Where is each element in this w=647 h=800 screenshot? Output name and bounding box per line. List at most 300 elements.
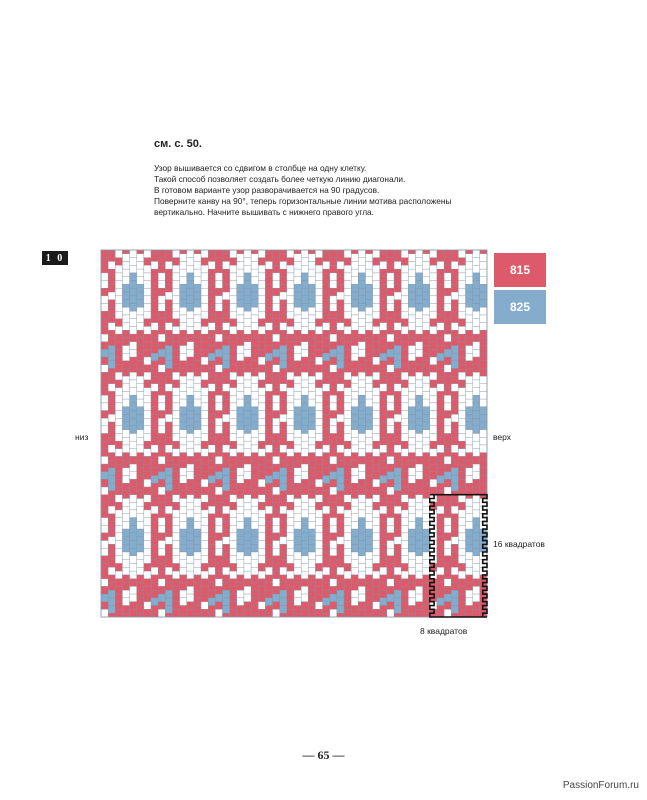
stitch-cell	[294, 391, 301, 399]
stitch-cell	[258, 472, 265, 480]
stitch-cell	[194, 346, 201, 354]
stitch-cell	[380, 613, 387, 617]
stitch-cell	[172, 495, 179, 503]
stitch-cell	[223, 613, 230, 617]
stitch-cell	[237, 315, 244, 323]
stitch-cell	[473, 434, 480, 442]
stitch-cell	[208, 422, 215, 430]
stitch-cell	[180, 567, 187, 575]
stitch-cell	[423, 567, 430, 575]
stitch-cell	[208, 552, 215, 560]
stitch-cell	[180, 537, 187, 545]
stitch-cell	[137, 560, 144, 568]
stitch-cell	[258, 586, 265, 594]
stitch-cell	[466, 437, 473, 445]
stitch-cell	[151, 583, 158, 591]
stitch-cell	[230, 502, 237, 510]
stitch-cell	[287, 434, 294, 442]
stitch-cell	[380, 391, 387, 399]
stitch-cell	[358, 265, 365, 273]
stitch-cell	[158, 586, 165, 594]
stitch-cell	[258, 380, 265, 388]
stitch-cell	[287, 319, 294, 327]
stitch-cell	[265, 552, 272, 560]
stitch-cell	[244, 571, 251, 579]
stitch-cell	[230, 342, 237, 350]
stitch-cell	[137, 330, 144, 338]
stitch-cell	[394, 544, 401, 552]
stitch-cell	[273, 602, 280, 610]
stitch-cell	[444, 250, 451, 258]
stitch-cell	[408, 483, 415, 491]
stitch-cell	[466, 468, 473, 476]
stitch-cell	[237, 583, 244, 591]
stitch-cell	[380, 250, 387, 254]
stitch-cell	[172, 342, 179, 350]
stitch-cell	[380, 537, 387, 545]
stitch-cell	[194, 606, 201, 614]
stitch-cell	[365, 437, 372, 445]
stitch-cell	[251, 369, 258, 377]
stitch-cell	[394, 590, 401, 598]
stitch-cell	[280, 430, 287, 438]
stitch-cell	[201, 434, 208, 442]
stitch-cell	[251, 483, 258, 491]
stitch-cell	[158, 571, 165, 579]
stitch-cell	[423, 544, 430, 552]
stitch-cell	[416, 304, 423, 312]
stitch-cell	[265, 491, 272, 499]
stitch-cell	[323, 254, 330, 262]
stitch-cell	[273, 311, 280, 319]
stitch-cell	[437, 407, 444, 415]
stitch-cell	[380, 361, 387, 369]
stitch-cell	[344, 426, 351, 434]
stitch-cell	[466, 560, 473, 568]
stitch-cell	[337, 376, 344, 384]
stitch-cell	[151, 307, 158, 315]
stitch-cell	[230, 594, 237, 602]
stitch-cell	[294, 498, 301, 506]
stitch-cell	[287, 533, 294, 541]
stitch-cell	[208, 338, 215, 346]
stitch-cell	[301, 609, 308, 617]
stitch-cell	[337, 384, 344, 392]
stitch-cell	[244, 556, 251, 564]
stitch-cell	[394, 606, 401, 614]
stitch-cell	[315, 296, 322, 304]
stitch-cell	[237, 529, 244, 537]
stitch-cell	[337, 391, 344, 399]
stitch-cell	[308, 422, 315, 430]
stitch-cell	[187, 510, 194, 518]
stitch-cell	[430, 326, 437, 334]
stitch-cell	[208, 453, 215, 461]
stitch-cell	[122, 323, 129, 331]
stitch-cell	[208, 353, 215, 361]
stitch-cell	[151, 613, 158, 617]
stitch-cell	[158, 258, 165, 266]
stitch-cell	[401, 388, 408, 396]
stitch-cell	[308, 261, 315, 269]
stitch-cell	[308, 590, 315, 598]
stitch-cell	[387, 411, 394, 419]
stitch-cell	[323, 353, 330, 361]
stitch-cell	[458, 586, 465, 594]
stitch-cell	[416, 349, 423, 357]
stitch-cell	[337, 445, 344, 453]
stitch-cell	[466, 250, 473, 254]
stitch-cell	[151, 353, 158, 361]
stitch-cell	[280, 506, 287, 514]
stitch-cell	[244, 411, 251, 419]
stitch-cell	[172, 518, 179, 526]
stitch-cell	[351, 514, 358, 522]
stitch-cell	[194, 269, 201, 277]
stitch-cell	[344, 533, 351, 541]
stitch-cell	[180, 491, 187, 499]
stitch-cell	[208, 292, 215, 300]
stitch-cell	[401, 380, 408, 388]
stitch-cell	[294, 369, 301, 377]
stitch-cell	[380, 369, 387, 377]
stitch-cell	[380, 498, 387, 506]
stitch-cell	[273, 571, 280, 579]
stitch-cell	[187, 311, 194, 319]
stitch-cell	[137, 315, 144, 323]
stitch-cell	[373, 563, 380, 571]
stitch-cell	[365, 537, 372, 545]
stitch-cell	[180, 307, 187, 315]
stitch-cell	[451, 468, 458, 476]
stitch-cell	[215, 426, 222, 434]
stitch-cell	[337, 537, 344, 545]
stitch-cell	[480, 422, 487, 430]
stitch-cell	[408, 307, 415, 315]
stitch-cell	[451, 422, 458, 430]
stitch-cell	[301, 441, 308, 449]
stitch-cell	[294, 254, 301, 262]
stitch-cell	[215, 586, 222, 594]
stitch-cell	[165, 529, 172, 537]
stitch-cell	[394, 445, 401, 453]
stitch-cell	[151, 575, 158, 583]
stitch-cell	[337, 407, 344, 415]
stitch-cell	[201, 395, 208, 403]
stitch-cell	[172, 472, 179, 480]
stitch-cell	[237, 307, 244, 315]
stitch-cell	[251, 552, 258, 560]
stitch-cell	[451, 346, 458, 354]
stitch-cell	[437, 552, 444, 560]
stitch-cell	[244, 518, 251, 526]
stitch-cell	[122, 284, 129, 292]
stitch-cell	[344, 609, 351, 617]
stitch-cell	[437, 544, 444, 552]
stitch-cell	[151, 330, 158, 338]
stitch-cell	[473, 456, 480, 464]
stitch-cell	[387, 456, 394, 464]
stitch-cell	[373, 388, 380, 396]
stitch-cell	[180, 529, 187, 537]
stitch-cell	[215, 548, 222, 556]
stitch-cell	[201, 456, 208, 464]
stitch-cell	[330, 411, 337, 419]
stitch-cell	[294, 544, 301, 552]
stitch-cell	[308, 583, 315, 591]
stitch-cell	[458, 403, 465, 411]
stitch-cell	[423, 300, 430, 308]
stitch-cell	[244, 334, 251, 342]
stitch-cell	[158, 411, 165, 419]
stitch-cell	[308, 330, 315, 338]
stitch-cell	[294, 300, 301, 308]
stitch-cell	[122, 430, 129, 438]
stitch-cell	[344, 365, 351, 373]
stitch-cell	[323, 537, 330, 545]
stitch-cell	[330, 571, 337, 579]
stitch-cell	[122, 552, 129, 560]
stitch-cell	[230, 281, 237, 289]
stitch-cell	[380, 514, 387, 522]
stitch-cell	[244, 426, 251, 434]
stitch-cell	[215, 594, 222, 602]
stitch-cell	[201, 334, 208, 342]
stitch-cell	[280, 552, 287, 560]
stitch-cell	[365, 560, 372, 568]
stitch-cell	[172, 602, 179, 610]
stitch-cell	[108, 491, 115, 499]
stitch-cell	[215, 380, 222, 388]
stitch-cell	[101, 563, 108, 571]
stitch-cell	[308, 460, 315, 468]
stitch-cell	[301, 479, 308, 487]
stitch-cell	[401, 563, 408, 571]
stitch-cell	[172, 548, 179, 556]
stitch-cell	[323, 590, 330, 598]
stitch-cell	[451, 552, 458, 560]
stitch-cell	[365, 430, 372, 438]
stitch-cell	[237, 399, 244, 407]
stitch-cell	[180, 338, 187, 346]
stitch-cell	[294, 575, 301, 583]
stitch-cell	[158, 594, 165, 602]
stitch-cell	[151, 529, 158, 537]
stitch-cell	[466, 307, 473, 315]
stitch-cell	[337, 338, 344, 346]
stitch-cell	[466, 391, 473, 399]
stitch-cell	[130, 395, 137, 403]
stitch-cell	[251, 567, 258, 575]
stitch-cell	[187, 563, 194, 571]
stitch-cell	[180, 613, 187, 617]
stitch-cell	[437, 537, 444, 545]
stitch-cell	[408, 491, 415, 499]
stitch-cell	[301, 571, 308, 579]
stitch-cell	[451, 529, 458, 537]
stitch-cell	[451, 606, 458, 614]
stitch-cell	[137, 483, 144, 491]
stitch-cell	[337, 613, 344, 617]
stitch-cell	[187, 273, 194, 281]
stitch-cell	[351, 529, 358, 537]
stitch-cell	[137, 598, 144, 606]
stitch-cell	[180, 544, 187, 552]
stitch-cell	[287, 487, 294, 495]
stitch-cell	[180, 437, 187, 445]
stitch-cell	[151, 384, 158, 392]
stitch-cell	[351, 300, 358, 308]
stitch-cell	[273, 304, 280, 312]
stitch-cell	[387, 418, 394, 426]
stitch-cell	[280, 346, 287, 354]
stitch-cell	[208, 537, 215, 545]
stitch-cell	[187, 602, 194, 610]
stitch-cell	[258, 418, 265, 426]
stitch-cell	[223, 323, 230, 331]
stitch-cell	[215, 609, 222, 617]
stitch-cell	[208, 514, 215, 522]
stitch-cell	[244, 250, 251, 258]
stitch-cell	[365, 330, 372, 338]
stitch-cell	[280, 284, 287, 292]
stitch-cell	[187, 296, 194, 304]
stitch-cell	[180, 376, 187, 384]
stitch-cell	[273, 296, 280, 304]
stitch-cell	[337, 315, 344, 323]
stitch-cell	[301, 510, 308, 518]
stitch-cell	[144, 304, 151, 312]
stitch-cell	[458, 250, 465, 258]
stitch-cell	[373, 441, 380, 449]
stitch-cell	[251, 300, 258, 308]
stitch-cell	[473, 464, 480, 472]
stitch-cell	[187, 288, 194, 296]
stitch-cell	[187, 586, 194, 594]
stitch-cell	[287, 418, 294, 426]
stitch-cell	[451, 307, 458, 315]
stitch-cell	[380, 560, 387, 568]
stitch-cell	[323, 598, 330, 606]
stitch-cell	[401, 357, 408, 365]
stitch-cell	[158, 372, 165, 380]
stitch-cell	[251, 476, 258, 484]
stitch-cell	[480, 399, 487, 407]
stitch-cell	[287, 464, 294, 472]
stitch-cell	[394, 453, 401, 461]
stitch-cell	[144, 518, 151, 526]
stitch-cell	[387, 281, 394, 289]
stitch-cell	[480, 384, 487, 392]
stitch-cell	[444, 449, 451, 457]
stitch-cell	[194, 414, 201, 422]
stitch-cell	[416, 518, 423, 526]
stitch-cell	[230, 418, 237, 426]
stitch-cell	[315, 288, 322, 296]
stitch-cell	[294, 261, 301, 269]
stitch-cell	[330, 456, 337, 464]
stitch-cell	[344, 479, 351, 487]
stitch-cell	[215, 487, 222, 495]
stitch-cell	[387, 541, 394, 549]
stitch-cell	[144, 510, 151, 518]
stitch-cell	[308, 575, 315, 583]
stitch-cell	[251, 506, 258, 514]
stitch-cell	[365, 376, 372, 384]
stitch-cell	[151, 323, 158, 331]
stitch-cell	[230, 273, 237, 281]
stitch-cell	[466, 453, 473, 461]
stitch-cell	[330, 311, 337, 319]
stitch-cell	[394, 376, 401, 384]
stitch-cell	[437, 468, 444, 476]
stitch-cell	[473, 502, 480, 510]
stitch-cell	[458, 357, 465, 365]
stitch-cell	[158, 464, 165, 472]
stitch-cell	[201, 563, 208, 571]
stitch-cell	[280, 498, 287, 506]
stitch-cell	[130, 311, 137, 319]
stitch-cell	[130, 288, 137, 296]
stitch-cell	[401, 510, 408, 518]
stitch-cell	[258, 426, 265, 434]
stitch-cell	[201, 388, 208, 396]
stitch-cell	[201, 441, 208, 449]
stitch-cell	[473, 495, 480, 503]
stitch-cell	[294, 598, 301, 606]
stitch-cell	[408, 346, 415, 354]
stitch-cell	[437, 369, 444, 377]
stitch-cell	[194, 376, 201, 384]
stitch-cell	[258, 349, 265, 357]
stitch-cell	[230, 456, 237, 464]
stitch-cell	[473, 411, 480, 419]
stitch-cell	[408, 254, 415, 262]
stitch-cell	[351, 250, 358, 254]
stitch-cell	[194, 338, 201, 346]
stitch-cell	[151, 422, 158, 430]
stitch-cell	[387, 533, 394, 541]
stitch-cell	[115, 311, 122, 319]
stitch-cell	[187, 533, 194, 541]
stitch-cell	[323, 560, 330, 568]
stitch-cell	[466, 346, 473, 354]
stitch-cell	[223, 483, 230, 491]
stitch-cell	[172, 411, 179, 419]
stitch-cell	[480, 460, 487, 468]
stitch-cell	[158, 510, 165, 518]
stitch-cell	[323, 552, 330, 560]
stitch-cell	[387, 372, 394, 380]
stitch-cell	[215, 388, 222, 396]
stitch-cell	[473, 250, 480, 258]
stitch-cell	[294, 468, 301, 476]
stitch-cell	[115, 258, 122, 266]
stitch-cell	[151, 537, 158, 545]
stitch-cell	[122, 606, 129, 614]
stitch-cell	[280, 514, 287, 522]
stitch-cell	[351, 422, 358, 430]
stitch-cell	[430, 395, 437, 403]
stitch-cell	[394, 407, 401, 415]
stitch-cell	[201, 372, 208, 380]
stitch-cell	[122, 529, 129, 537]
stitch-cell	[315, 365, 322, 373]
stitch-cell	[223, 521, 230, 529]
stitch-cell	[251, 414, 258, 422]
stitch-cell	[387, 296, 394, 304]
stitch-cell	[244, 388, 251, 396]
